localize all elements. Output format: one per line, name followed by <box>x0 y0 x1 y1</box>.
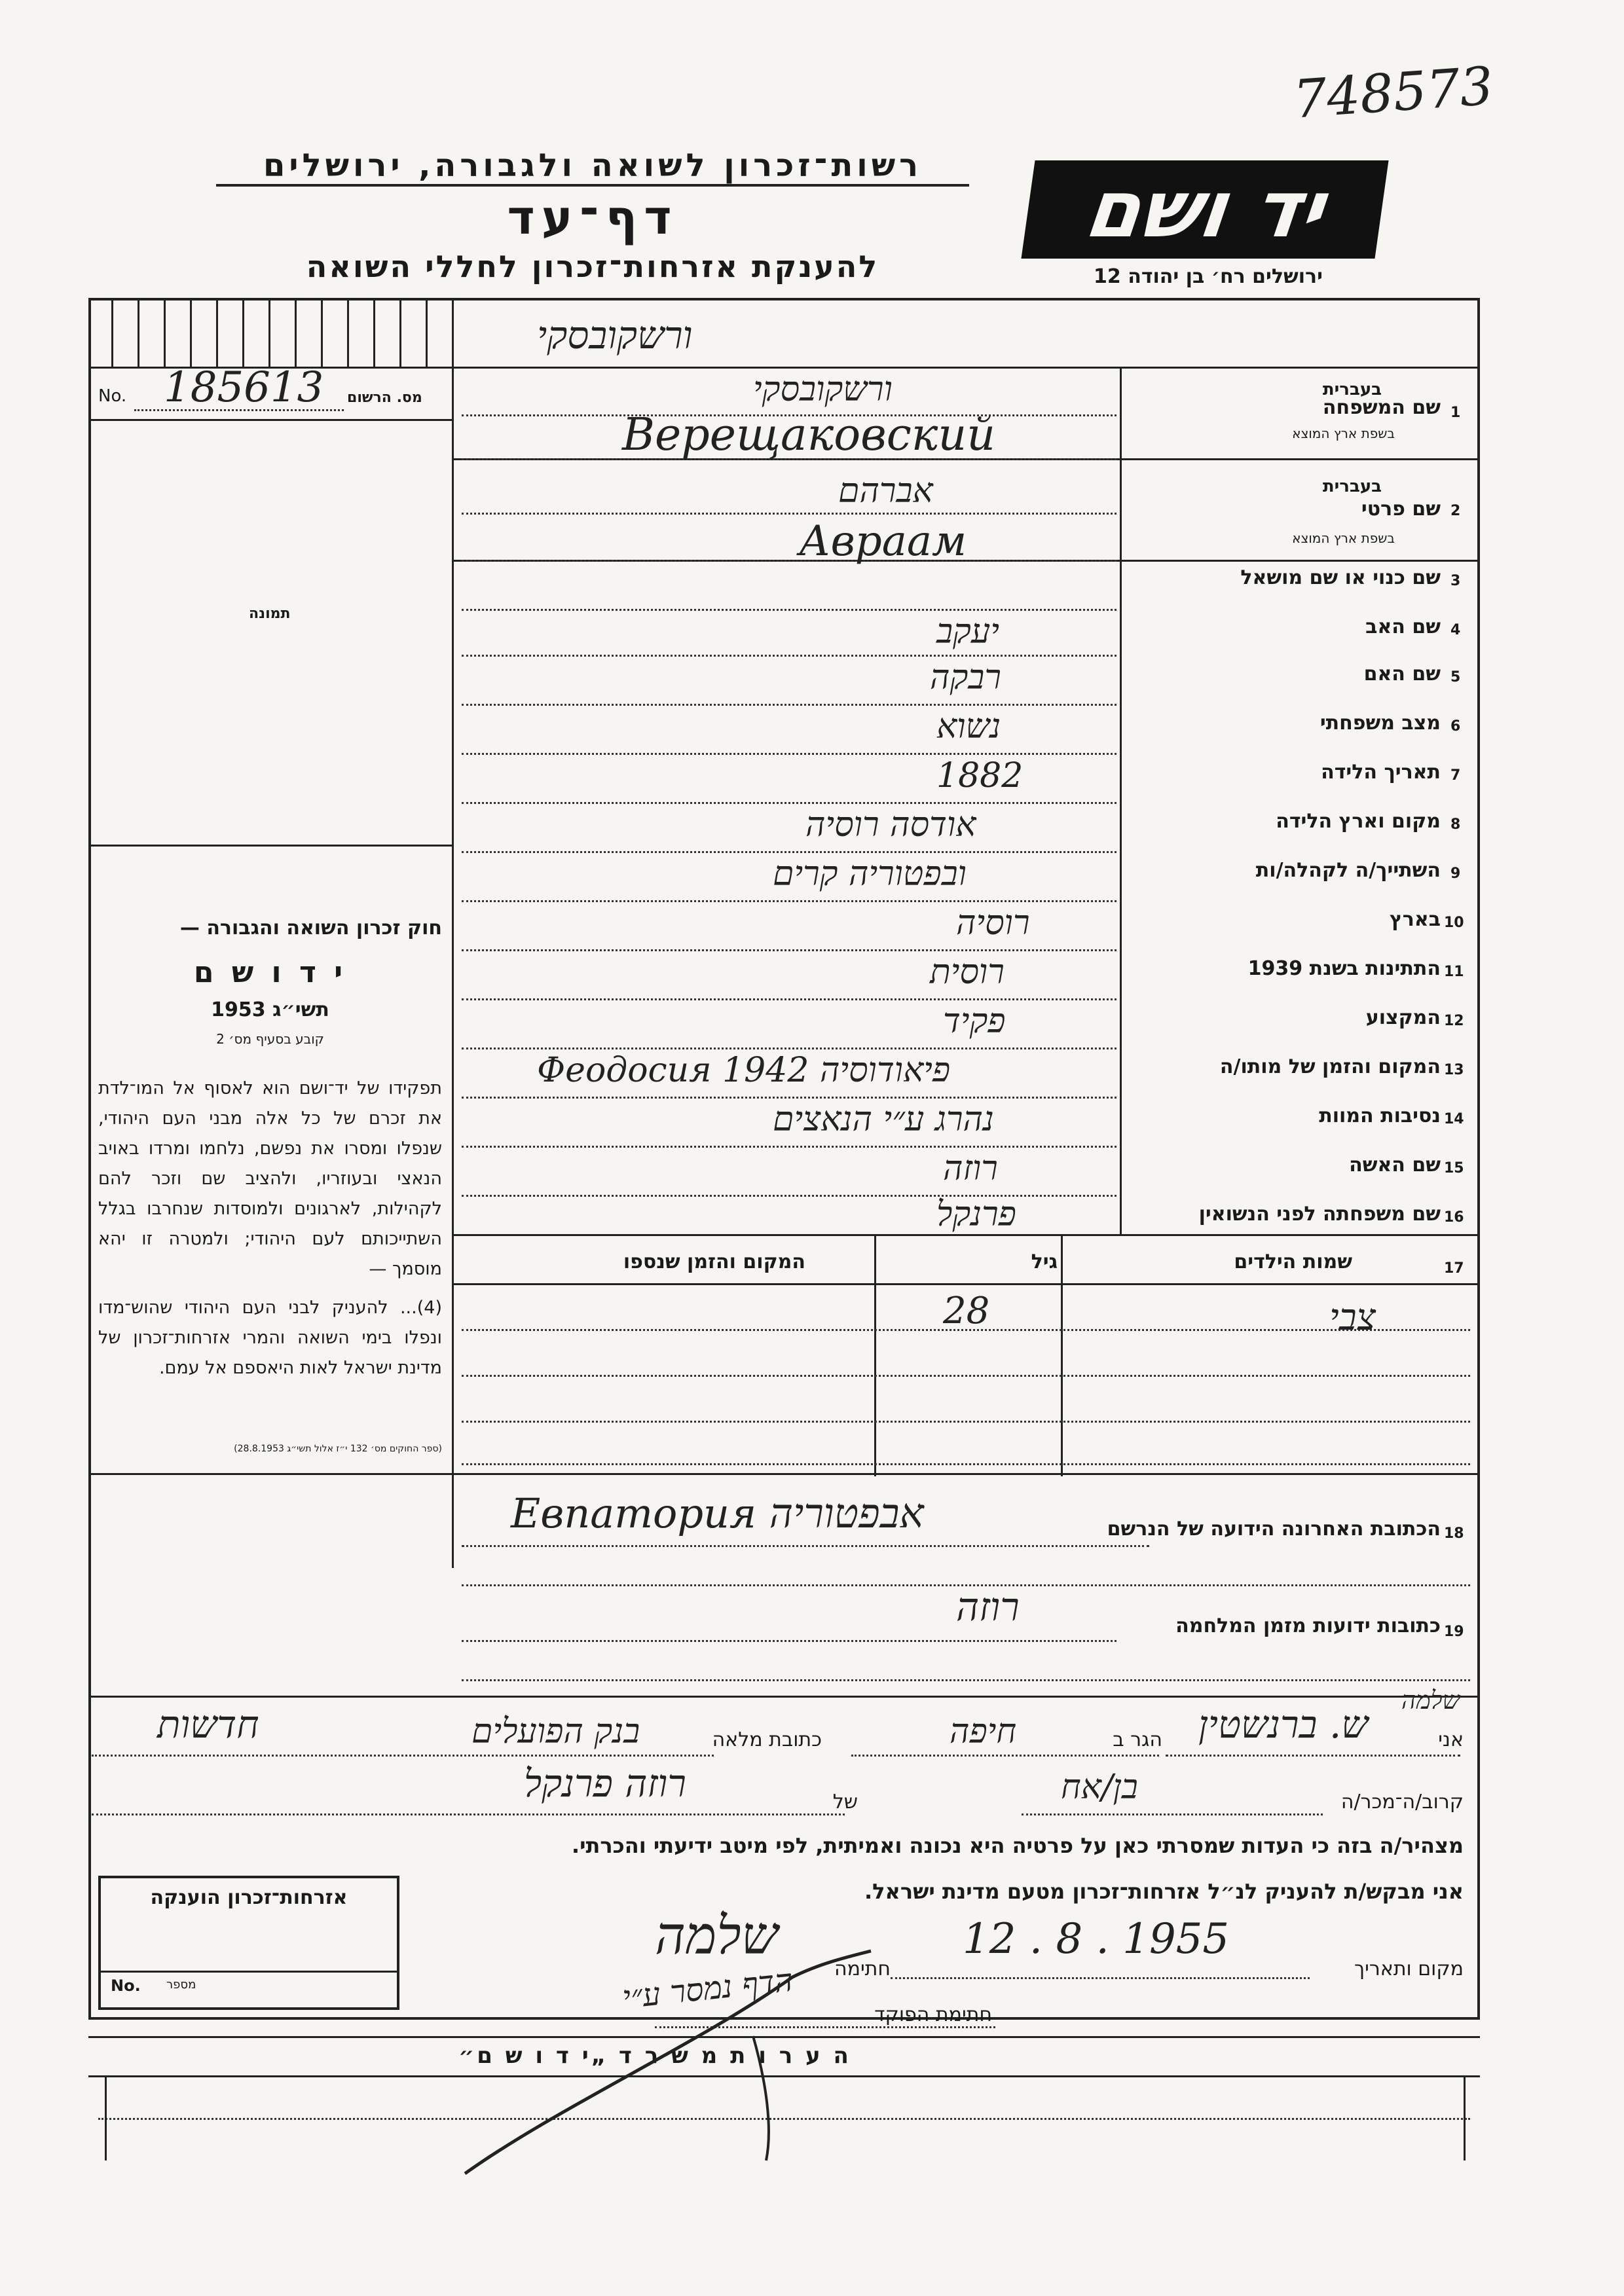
field-11-label: התתינות בשנת 1939 <box>1247 957 1441 980</box>
field-16-value: פרנקל <box>936 1195 1016 1234</box>
field-1-native-value: Верещаковский <box>622 409 995 461</box>
form-subtitle: להענקת אזרחות־זכרון לחללי השואה <box>306 249 879 284</box>
field-15-label: שם האשה <box>1349 1154 1441 1176</box>
of-label: של <box>832 1791 858 1813</box>
field-12-value: פקיד <box>943 1002 1006 1041</box>
field-1-hebrew-value: ורשקובסקי <box>753 370 893 409</box>
law-clause: קובע בסעיף מס׳ 2 <box>216 1031 324 1047</box>
field-2-number: 2 <box>1450 503 1461 519</box>
field-13-value: פיאודוסיה Феодосия 1942 <box>537 1051 951 1090</box>
resides-label: הגר ב <box>1113 1728 1162 1751</box>
footer-handwritten-note: הדף נמסר ע״י <box>620 1961 795 2016</box>
field-7-number: 7 <box>1450 767 1461 784</box>
field-5-label: שם האם <box>1363 663 1441 685</box>
field-13-label: המקום והזמן של מותו/ה <box>1219 1055 1441 1078</box>
archive-number: 748573 <box>1291 55 1495 130</box>
logo-text: יד ושם <box>1080 164 1330 255</box>
declarant-name-value: ש. ברנשטין <box>1198 1702 1369 1747</box>
field-14-number: 14 <box>1444 1111 1464 1127</box>
photo-label: תמונה <box>249 606 291 622</box>
field-19-value: רוזה <box>956 1584 1020 1630</box>
declaration-ani: אני <box>1438 1728 1464 1751</box>
field-9-value: ובפטוריה קרים <box>773 854 967 894</box>
award-box-number-label: מספר <box>166 1978 196 1992</box>
field-4-value: יעקב <box>936 612 999 651</box>
registration-label: מס. הרשום <box>347 390 422 406</box>
award-box-title: אזרחות־זכרון הוענקה <box>150 1886 348 1909</box>
field-10-value: רוסיה <box>956 903 1030 943</box>
field-1-origin-sublabel: בשפת ארץ המוצא <box>1292 426 1395 441</box>
field-12-number: 12 <box>1444 1013 1464 1029</box>
field-2-origin-sublabel: בשפת ארץ המוצא <box>1292 530 1395 546</box>
field-5-value: רבקה <box>930 658 1001 697</box>
child-1-age: 28 <box>943 1290 990 1332</box>
field-11-value: רוסית <box>930 953 1005 992</box>
law-title: חוק זכרון השואה והגבורה — <box>179 917 442 939</box>
field-2-label: שם פרטי <box>1361 498 1441 520</box>
signature-label: חתימה <box>834 1958 891 1980</box>
field-8-label: מקום וארץ הלידה <box>1276 810 1441 833</box>
field-9-number: 9 <box>1450 866 1461 882</box>
resides-value: חיפה <box>950 1712 1017 1751</box>
field-6-value: נשוא <box>936 707 1001 746</box>
field-2-hebrew-value: אברהם <box>838 471 933 511</box>
law-year: תשי״ג 1953 <box>211 998 329 1021</box>
registration-no-label: No. <box>98 386 127 406</box>
signature-value: שלמה <box>655 1905 779 1966</box>
work-address-label: כתובת מלאה <box>712 1728 822 1751</box>
registration-number: 185613 <box>164 363 324 412</box>
field-9-label: השתייך/ה לקהלה/ות <box>1255 859 1441 882</box>
field-1-number: 1 <box>1450 405 1461 421</box>
field-3-label: שם כנוי או שם מושאל <box>1240 566 1441 589</box>
law-paragraph-1: תפקידו של יד־ושם הוא לאסוף אל המו־לדת את זכרם של כל אלה מבני העם היהודי, שנפלו ומסרו את נפשם, נלחמו ומרדו באויב הנאצי ובעוזריו, ולהציב שם וזכר להם לקהילות, לארגונים ולמוסדות שנחרבו בגלל השתייכותם לעם היהודי; ולמטרה זו יהא מוסמך — <box>98 1078 442 1279</box>
children-place-header: המקום והזמן שנספו <box>623 1250 805 1273</box>
field-11-number: 11 <box>1444 964 1464 980</box>
field-13-number: 13 <box>1444 1062 1464 1078</box>
address: ירושלים רח׳ בן יהודה 12 <box>1094 265 1323 288</box>
field-6-number: 6 <box>1450 718 1461 735</box>
field-4-number: 4 <box>1450 622 1461 638</box>
field-17-number: 17 <box>1444 1260 1464 1277</box>
field-18-label: הכתובת האחרונה הידועה של הנרשם <box>1107 1518 1441 1540</box>
law-source: (ספר החוקים מס׳ 132 י״ז אלול תשי״ג 28.8.1953) <box>234 1444 442 1454</box>
field-8-number: 8 <box>1450 816 1461 833</box>
children-age-header: גיל <box>1031 1250 1058 1273</box>
award-box <box>98 1876 399 2010</box>
field-1-label: שם המשפחה <box>1322 396 1441 419</box>
field-18-value: Евпатория אבפטוריה <box>511 1489 924 1537</box>
field-15-number: 15 <box>1444 1160 1464 1176</box>
field-6-label: מצב משפחתי <box>1320 712 1441 735</box>
date-value: 12 . 8 . 1955 <box>963 1915 1230 1963</box>
declaration-line-1: מצהיר/ה בזה כי העדות שמסרתי כאן על פרטיה היא נכונה ואמיתית, לפי מיטב ידיעתי והכרתי. <box>571 1833 1464 1858</box>
declaration-line-2: אני מבקש/ת להעניק לנ״ל אזרחות־זכרון מטעם מדינת ישראל. <box>864 1879 1464 1904</box>
field-10-label: בארץ <box>1389 908 1441 931</box>
field-19-label: כתובות ידועות מזמן המלחמה <box>1175 1614 1441 1637</box>
field-16-number: 16 <box>1444 1209 1464 1226</box>
place-date-label: מקום ותאריך <box>1354 1958 1464 1980</box>
field-2-native-value: Авраам <box>799 517 967 566</box>
child-1-name: צבי <box>1329 1296 1376 1339</box>
work-address-extra: חדשות <box>157 1702 259 1747</box>
field-14-value: נהרג ע״י הנאצים <box>773 1100 994 1139</box>
field-5-number: 5 <box>1450 669 1461 685</box>
of-value: רוזה פרנקל <box>524 1761 686 1806</box>
field-3-number: 3 <box>1450 573 1461 589</box>
field-12-label: המקצוע <box>1365 1006 1441 1029</box>
field-15-value: רוזה <box>943 1149 998 1188</box>
authority-title: רשות־זכרון לשואה ולגבורה, ירושלים <box>216 147 969 187</box>
signature-stroke <box>426 1938 884 2187</box>
work-address-value: בנק הפועלים <box>471 1712 640 1751</box>
field-7-label: תאריך הלידה <box>1321 761 1441 784</box>
field-1-hebrew-sublabel: בעברית <box>1322 380 1382 399</box>
declarant-first-name: שלמה <box>1401 1686 1460 1715</box>
official-signature-label: חתימת הפוקד <box>874 2003 992 2026</box>
logo <box>1021 160 1388 259</box>
field-7-value: 1882 <box>936 756 1024 795</box>
office-notes-header: ה ע ר ו ת מ ש ר ד „י ד ו ש ם״ <box>458 2043 851 2069</box>
relation-value: בן/אח <box>1061 1768 1138 1807</box>
law-name: י ד ו ש ם <box>193 956 347 989</box>
field-19-number: 19 <box>1444 1624 1464 1640</box>
field-14-label: נסיבות המוות <box>1319 1104 1441 1127</box>
field-2-hebrew-sublabel: בעברית <box>1322 477 1382 496</box>
field-16-label: שם משפחתה לפני הנשואין <box>1198 1203 1441 1226</box>
relation-label: קרוב/ה־מכר/ה <box>1340 1791 1464 1813</box>
children-names-header: שמות הילדים <box>1234 1250 1352 1273</box>
field-8-value: אודסה רוסיה <box>805 805 976 845</box>
field-10-number: 10 <box>1444 915 1464 931</box>
field-18-number: 18 <box>1444 1525 1464 1542</box>
law-paragraph-2: (4)... להעניק לבני העם היהודי שהוש־מדו ונפלו בימי השואה והמרי אזרחות־זכרון של מדינת ישראל לאות היאספם אל עמם. <box>98 1298 442 1378</box>
field-4-label: שם האב <box>1365 615 1441 638</box>
form-title: דף־עד <box>507 190 678 245</box>
award-box-no: No. <box>111 1977 141 1995</box>
top-handwritten-name: ורשקובסקי <box>537 313 693 357</box>
